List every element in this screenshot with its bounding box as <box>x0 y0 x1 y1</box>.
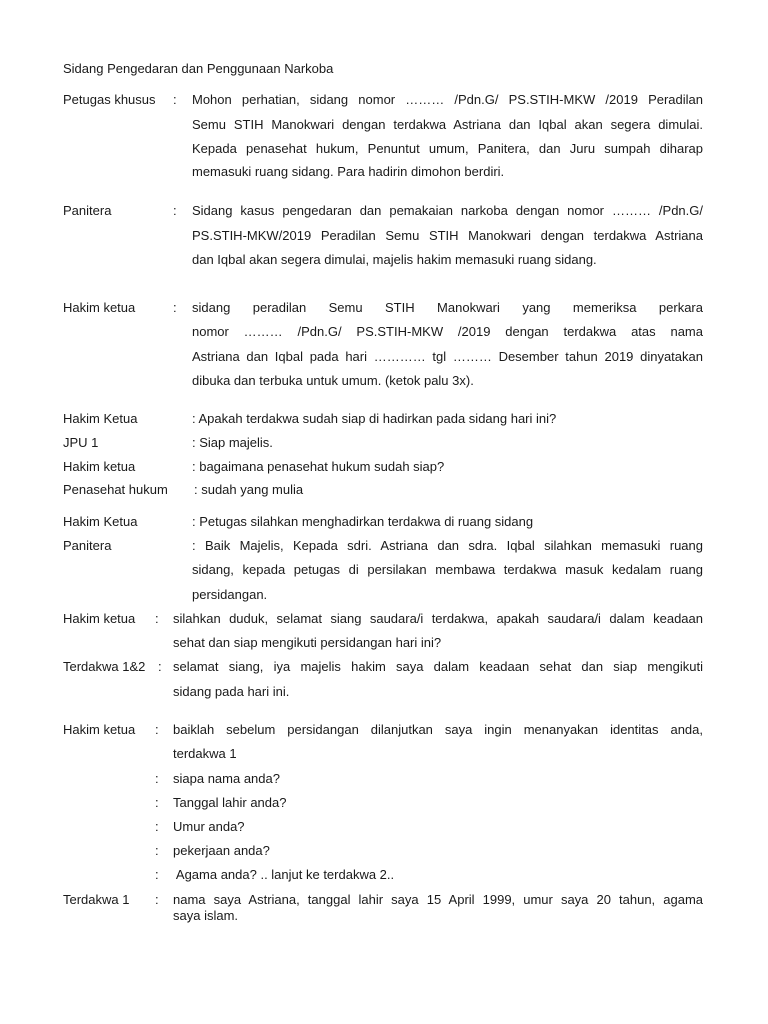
colon: : <box>155 819 159 834</box>
speaker-label: Panitera <box>63 203 112 218</box>
speaker-label: Terdakwa 1 <box>63 892 130 907</box>
dialogue-line: selamat siang, iya majelis hakim saya dalam keadaan sehat dan siap mengikuti <box>173 659 703 674</box>
dialogue-line: sehat dan siap mengikuti persidangan hari ini? <box>173 635 442 650</box>
dialogue-line: Sidang kasus pengedaran dan pemakaian narkoba dengan nomor ……… /Pdn.G/ <box>192 203 703 218</box>
dialogue-line: PS.STIH-MKW/2019 Peradilan Semu STIH Manokwari dengan terdakwa Astriana <box>192 228 703 243</box>
dialogue-line: dibuka dan terbuka untuk umum. (ketok palu 3x). <box>192 373 474 388</box>
dialogue-line: : Petugas silahkan menghadirkan terdakwa di ruang sidang <box>192 514 534 529</box>
speaker-label: Hakim ketua <box>63 611 136 626</box>
colon: : <box>155 795 159 810</box>
colon: : <box>173 92 177 107</box>
speaker-label: Hakim ketua <box>63 300 136 315</box>
colon: : <box>155 611 159 626</box>
dialogue-line: sidang pada hari ini. <box>173 684 290 699</box>
speaker-label: Hakim Ketua <box>63 411 138 426</box>
dialogue-line: : Siap majelis. <box>192 435 273 450</box>
dialogue-line: : Baik Majelis, Kepada sdri. Astriana dan sdra. Iqbal silahkan memasuki ruang <box>192 538 703 553</box>
dialogue-line: Mohon perhatian, sidang nomor ……… /Pdn.G/ PS.STIH-MKW /2019 Peradilan <box>192 92 703 107</box>
colon: : <box>155 771 159 786</box>
colon: : <box>173 203 177 218</box>
dialogue-line: baiklah sebelum persidangan dilanjutkan saya ingin menanyakan identitas anda, <box>173 722 703 737</box>
speaker-label: Petugas khusus <box>63 92 156 107</box>
dialogue-line: nomor ……… /Pdn.G/ PS.STIH-MKW /2019 dengan terdakwa atas nama <box>192 324 703 339</box>
speaker-label: Penasehat hukum <box>63 482 168 497</box>
dialogue-line: Astriana dan Iqbal pada hari ………… tgl ……… Desember tahun 2019 dinyatakan <box>192 349 703 364</box>
question-line: siapa nama anda? <box>173 771 280 786</box>
dialogue-line: memasuki ruang sidang. Para hadirin dimohon berdiri. <box>192 164 505 179</box>
dialogue-line: Semu STIH Manokwari dengan terdakwa Astriana dan Iqbal akan segera dimulai. <box>192 117 703 132</box>
dialogue-line: persidangan. <box>192 587 268 602</box>
colon: : <box>155 843 159 858</box>
question-line: Tanggal lahir anda? <box>173 795 287 810</box>
dialogue-line: sidang peradilan Semu STIH Manokwari yang memeriksa perkara <box>192 300 703 315</box>
colon: : <box>155 722 159 737</box>
dialogue-line: silahkan duduk, selamat siang saudara/i terdakwa, apakah saudara/i dalam keadaan <box>173 611 703 626</box>
question-line: pekerjaan anda? <box>173 843 270 858</box>
speaker-label: Hakim ketua <box>63 459 136 474</box>
dialogue-line: : sudah yang mulia <box>194 482 304 497</box>
question-line: Umur anda? <box>173 819 245 834</box>
speaker-label: Hakim ketua <box>63 722 136 737</box>
speaker-label: Terdakwa 1&2 <box>63 659 146 674</box>
speaker-label: Hakim Ketua <box>63 514 138 529</box>
dialogue-line: Kepada penasehat hukum, Penuntut umum, Panitera, dan Juru sumpah diharap <box>192 141 703 156</box>
dialogue-line: : Apakah terdakwa sudah siap di hadirkan pada sidang hari ini? <box>192 411 557 426</box>
colon: : <box>155 892 159 907</box>
colon: : <box>173 300 177 315</box>
dialogue-line: dan Iqbal akan segera dimulai, majelis hakim memasuki ruang sidang. <box>192 252 597 267</box>
question-line: Agama anda? .. lanjut ke terdakwa 2.. <box>173 867 395 882</box>
speaker-label: Panitera <box>63 538 112 553</box>
colon: : <box>158 659 162 674</box>
colon: : <box>155 867 159 882</box>
dialogue-line: nama saya Astriana, tanggal lahir saya 15 April 1999, umur saya 20 tahun, agama <box>173 892 703 907</box>
speaker-label: JPU 1 <box>63 435 99 450</box>
dialogue-line: saya islam. <box>173 908 239 923</box>
dialogue-line: : bagaimana penasehat hukum sudah siap? <box>192 459 445 474</box>
dialogue-line: sidang, kepada petugas di persilakan membawa terdakwa masuk kedalam ruang <box>192 562 703 577</box>
document-title: Sidang Pengedaran dan Penggunaan Narkoba <box>63 61 334 76</box>
dialogue-line: terdakwa 1 <box>173 746 237 761</box>
